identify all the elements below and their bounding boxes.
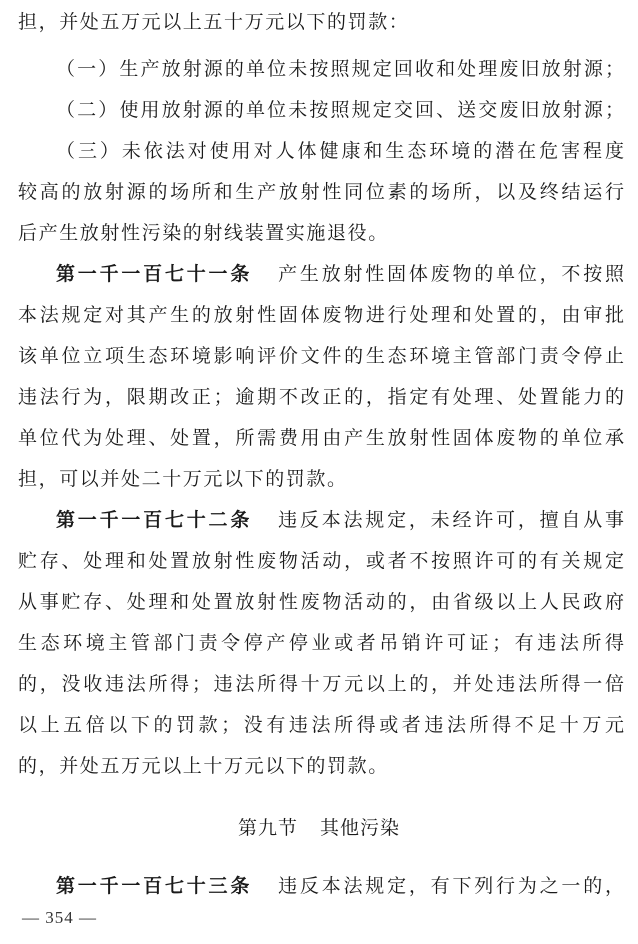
text-span: 产生放射性固体废物的单位，不按照 (278, 263, 624, 285)
article-heading: 第一千一百七十一条 (56, 263, 253, 285)
text-line: 本法规定对其产生的放射性固体废物进行处理和处置的，由审批 (18, 304, 624, 326)
section-title: 其他污染 (320, 817, 401, 839)
text-line: 后产生放射性污染的射线装置实施退役。 (18, 222, 389, 244)
article-heading: 第一千一百七十二条 (56, 509, 253, 531)
text-line: 以上五倍以下的罚款；没有违法所得或者违法所得不足十万元 (18, 714, 624, 736)
text-line: 较高的放射源的场所和生产放射性同位素的场所，以及终结运行 (18, 181, 624, 203)
text-line: 的，并处五万元以上十万元以下的罚款。 (18, 755, 389, 777)
text-line: 担，并处五万元以上五十万元以下的罚款： (18, 11, 410, 33)
text-span: 违反本法规定，未经许可，擅自从事 (278, 509, 624, 531)
text-line: 单位代为处理、处置，所需费用由产生放射性固体废物的单位承 (18, 427, 624, 449)
article-first-line (56, 874, 624, 898)
text-line: 生态环境主管部门责令停产停业或者吊销许可证；有违法所得 (18, 632, 624, 654)
article-heading: 第一千一百七十三条 (56, 875, 253, 897)
list-item: （一）生产放射源的单位未按照规定回收和处理废旧放射源； (56, 58, 624, 80)
text-line: 该单位立项生态环境影响评价文件的生态环境主管部门责令停止 (18, 345, 624, 367)
article-first-line (56, 508, 624, 532)
text-span: 违反本法规定，有下列行为之一的， (278, 875, 624, 897)
list-item: （三）未依法对使用对人体健康和生态环境的潜在危害程度 (56, 140, 624, 162)
list-item: （二）使用放射源的单位未按照规定交回、送交废旧放射源； (56, 99, 624, 121)
text-line: 担，可以并处二十万元以下的罚款。 (18, 468, 348, 490)
section-number: 第九节 (237, 817, 298, 839)
text-line: 贮存、处理和处置放射性废物活动，或者不按照许可的有关规定 (18, 550, 624, 572)
text-line: 从事贮存、处理和处置放射性废物活动的，由省级以上人民政府 (18, 591, 624, 613)
section-heading (0, 816, 638, 840)
page-number: — 354 — (22, 908, 97, 927)
text-line: 的，没收违法所得；违法所得十万元以上的，并处违法所得一倍 (18, 673, 624, 695)
text-line: 违法行为，限期改正；逾期不改正的，指定有处理、处置能力的 (18, 386, 624, 408)
article-first-line (56, 262, 624, 286)
